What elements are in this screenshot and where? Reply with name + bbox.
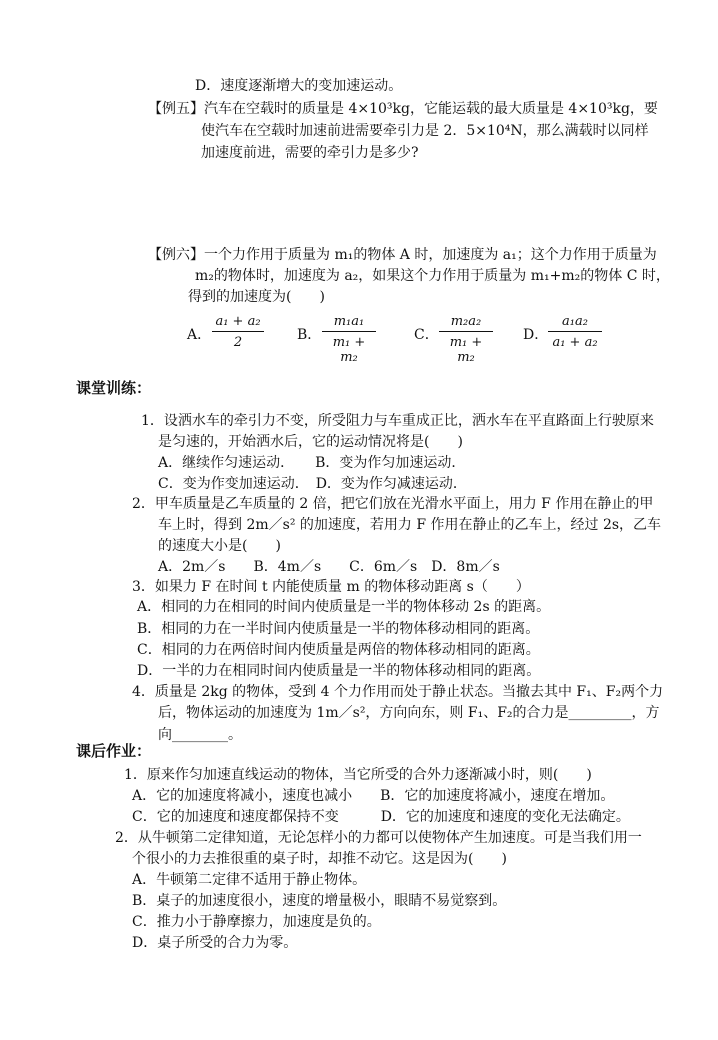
text-line: C．相同的力在两倍时间内使质量是两倍的物体移动相同的距离。 bbox=[137, 642, 540, 658]
text-line: 4．质量是 2kg 的物体，受到 4 个力作用而处于静止状态。当撤去其中 F₁、F₂两个力 bbox=[132, 684, 664, 700]
text-line: 是匀速的，开始洒水后，它的运动情况将是( ) bbox=[158, 434, 463, 450]
text-line: 【例六】一个力作用于质量为 m₁的物体 A 时，加速度为 a₁；这个力作用于质量为 bbox=[148, 247, 657, 263]
option-d-label: D． bbox=[523, 327, 549, 343]
text-line: A．牛顿第二定律不适用于静止物体。 bbox=[132, 872, 367, 888]
option-d-denominator: a₁ + a₂ bbox=[552, 335, 598, 350]
text-line: C．它的加速度和速度都保持不变 D．它的加速度和速度的变化无法确定。 bbox=[132, 809, 630, 825]
text-line: A．它的加速度将减小，速度也减小 B．它的加速度将减小，速度在增加。 bbox=[132, 788, 615, 804]
option-b-fraction bbox=[322, 314, 376, 365]
text-line: 1．原来作匀加速直线运动的物体，当它所受的合外力逐渐减小时，则( ) bbox=[124, 767, 592, 783]
option-d-fraction bbox=[548, 314, 602, 350]
option-c-fraction bbox=[439, 314, 493, 365]
text-line: 的速度大小是( ) bbox=[158, 538, 281, 554]
text-line: 1．设洒水车的牵引力不变，所受阻力与车重成正比，洒水车在平直路面上行驶原来 bbox=[141, 413, 654, 429]
text-line: 后，物体运动的加速度为 1m／s²，方向向东，则 F₁、F₂的合力是_________，方 bbox=[158, 705, 660, 721]
text-line: A．2m／s B．4m／s C．6m／s D．8m／s bbox=[158, 559, 500, 575]
text-line: 使汽车在空载时加速前进需要牵引力是 2．5×10⁴N，那么满载时以同样 bbox=[201, 123, 649, 139]
text-line: C．推力小于静摩擦力，加速度是负的。 bbox=[132, 914, 381, 930]
option-a-fraction bbox=[212, 314, 264, 350]
text-line: C．变为作变加速运动． D．变为作匀减速运动． bbox=[158, 476, 467, 492]
text-line: 车上时，得到 2m／s² 的加速度，若用力 F 作用在静止的乙车上，经过 2s，乙车 bbox=[158, 517, 662, 533]
option-d-numerator: a₁a₂ bbox=[548, 314, 602, 332]
option-a-label: A． bbox=[187, 327, 212, 343]
text-line: D．速度逐渐增大的变加速运动。 bbox=[195, 78, 403, 94]
text-line: A．继续作匀速运动． B．变为作匀加速运动． bbox=[158, 455, 466, 471]
text-line: 向________。 bbox=[158, 727, 242, 743]
option-b-numerator: m₁a₁ bbox=[322, 314, 376, 332]
heading-classroom-training: 课堂训练： bbox=[76, 379, 152, 397]
option-b-label: B． bbox=[297, 327, 322, 343]
option-a-numerator: a₁ + a₂ bbox=[212, 314, 264, 332]
text-line: 加速度前进，需要的牵引力是多少? bbox=[201, 145, 419, 161]
text-line: 3．如果力 F 在时间 t 内能使质量 m 的物体移动距离 s（ ） bbox=[132, 579, 530, 595]
text-line: 2．从牛顿第二定律知道，无论怎样小的力都可以使物体产生加速度。可是当我们用一 bbox=[115, 830, 642, 846]
text-line: D．桌子所受的合力为零。 bbox=[132, 935, 298, 951]
option-a-denominator: 2 bbox=[233, 335, 243, 350]
option-c-numerator: m₂a₂ bbox=[439, 314, 493, 332]
text-line: 得到的加速度为( ) bbox=[188, 289, 325, 305]
text-line: 2．甲车质量是乙车质量的 2 倍，把它们放在光滑水平面上，用力 F 作用在静止的甲 bbox=[132, 496, 654, 512]
option-b-denominator: m₁ + m₂ bbox=[332, 335, 366, 365]
option-c-label: C． bbox=[414, 327, 439, 343]
heading-homework: 课后作业： bbox=[76, 742, 152, 760]
text-line: B．相同的力在一半时间内使质量是一半的物体移动相同的距离。 bbox=[137, 621, 540, 637]
text-line: 个很小的力去推很重的桌子时，却推不动它。这是因为( ) bbox=[132, 851, 507, 867]
text-line: A．相同的力在相同的时间内使质量是一半的物体移动 2s 的距离。 bbox=[137, 599, 551, 615]
text-line: 【例五】汽车在空载时的质量是 4×10³kg，它能运载的最大质量是 4×10³kg，要 bbox=[148, 101, 658, 117]
option-c-denominator: m₁ + m₂ bbox=[449, 335, 483, 365]
text-line: D．一半的力在相同时间内使质量是一半的物体移动相同的距离。 bbox=[137, 663, 541, 679]
text-line: B．桌子的加速度很小，速度的增量极小，眼睛不易觉察到。 bbox=[132, 893, 507, 909]
text-line: m₂的物体时，加速度为 a₂，如果这个力作用于质量为 m₁+m₂的物体 C 时， bbox=[195, 268, 670, 284]
